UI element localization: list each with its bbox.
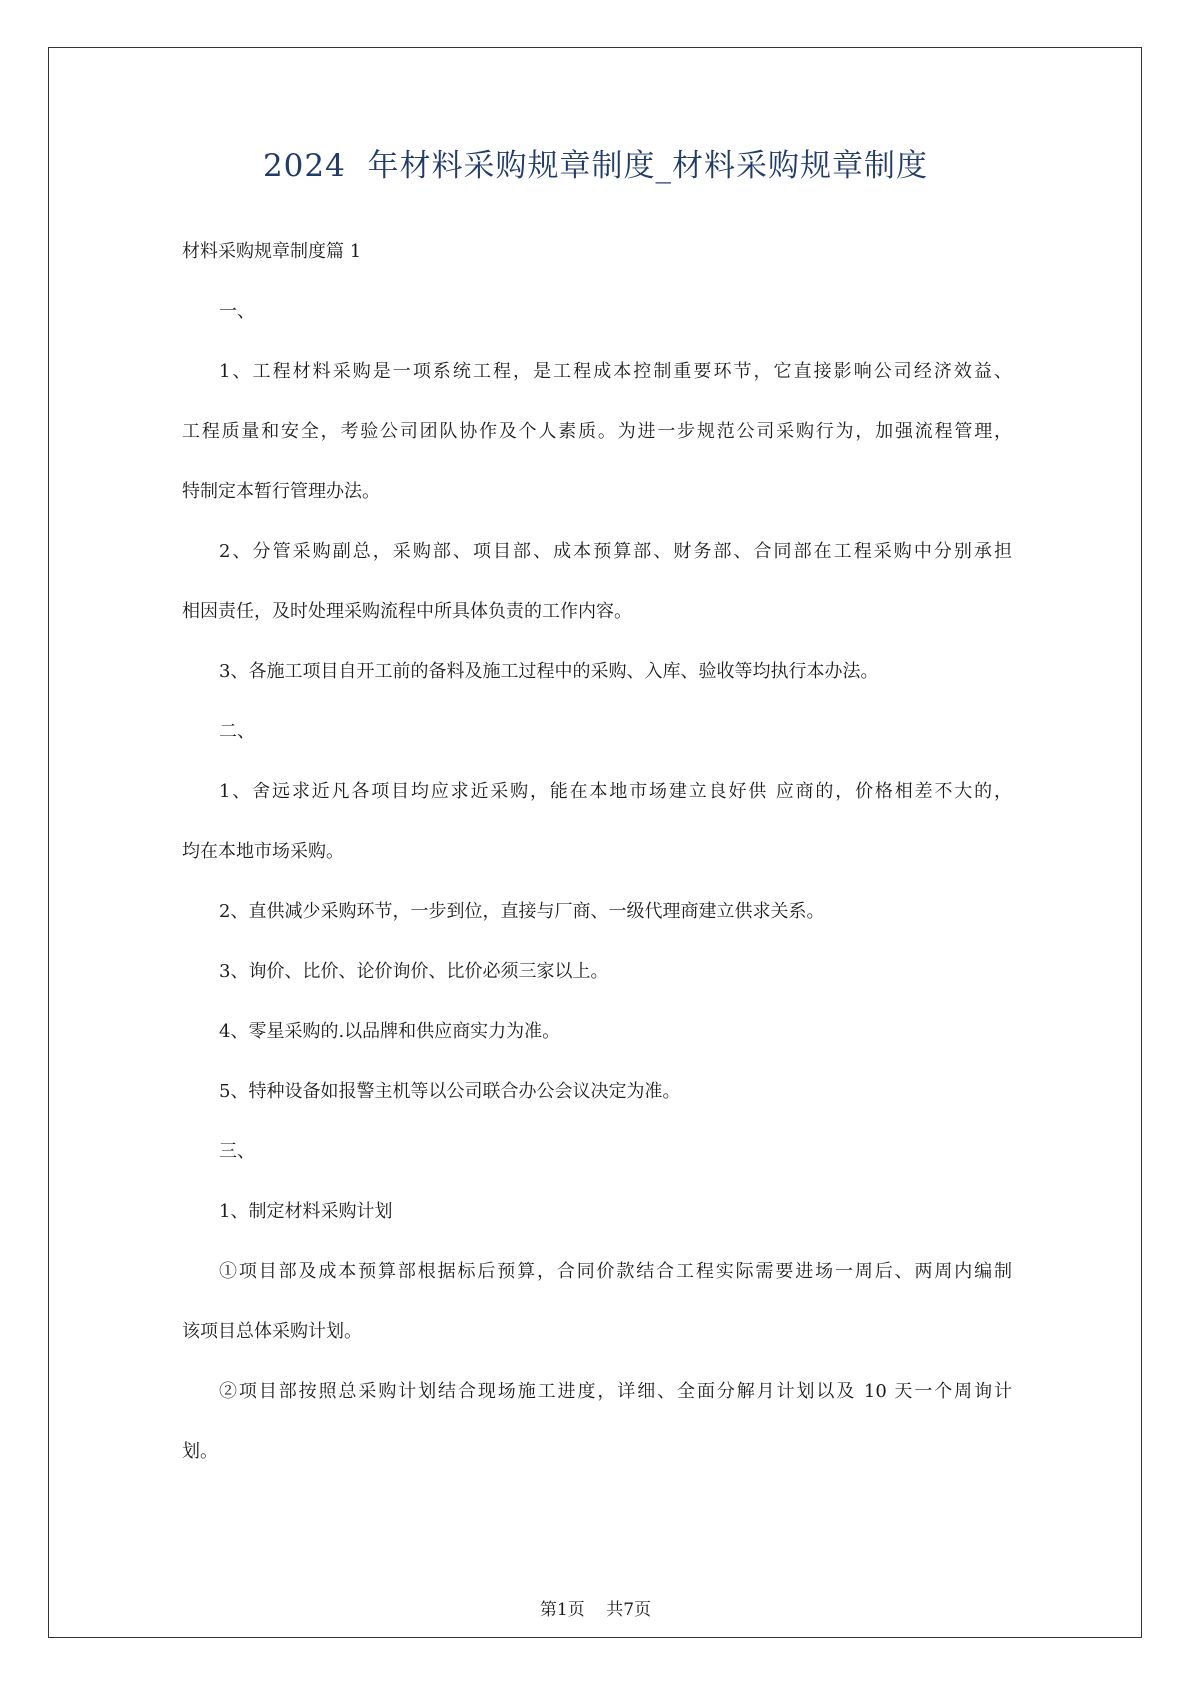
paragraph-line: 3、询价、比价、论价询价、比价必须三家以上。	[219, 961, 609, 982]
paragraph-line: 1、舍远求近凡各项目均应求近采购，能在本地市场建立良好供 应商的，价格相差不大的，	[219, 781, 1012, 802]
paragraph-line: 5、特种设备如报警主机等以公司联合办公会议决定为准。	[219, 1081, 681, 1102]
paragraph-line: 2、分管采购副总，采购部、项目部、成本预算部、财务部、合同部在工程采购中分别承担	[219, 541, 1012, 562]
paragraph-line: 4、零星采购的.以品牌和供应商实力为准。	[219, 1021, 561, 1042]
document-title: 2024 年材料采购规章制度_材料采购规章制度	[262, 148, 929, 184]
paragraph-line: 1、工程材料采购是一项系统工程，是工程成本控制重要环节，它直接影响公司经济效益、	[219, 361, 1012, 382]
paragraph-line: 相因责任，及时处理采购流程中所具体负责的工作内容。	[182, 601, 632, 622]
paragraph-line: 划。	[182, 1441, 218, 1462]
page-number: 第1页 共7页	[539, 1600, 652, 1620]
paragraph-line: 1、制定材料采购计划	[219, 1201, 393, 1222]
paragraph-line: ②项目部按照总采购计划结合现场施工进度，详细、全面分解月计划以及 10 天一个周询计	[219, 1381, 1012, 1402]
paragraph-line: 均在本地市场采购。	[182, 841, 344, 862]
paragraph-line: 该项目总体采购计划。	[182, 1321, 362, 1342]
paragraph-line: 3、各施工项目自开工前的备料及施工过程中的采购、入库、验收等均执行本办法。	[219, 661, 879, 682]
paragraph-line: 二、	[219, 721, 255, 742]
paragraph-line: 特制定本暂行管理办法。	[182, 481, 380, 502]
paragraph-line: 三、	[219, 1141, 255, 1162]
section-heading: 材料采购规章制度篇 1	[182, 241, 362, 262]
paragraph-line: ①项目部及成本预算部根据标后预算，合同价款结合工程实际需要进场一周后、两周内编制	[219, 1261, 1012, 1282]
paragraph-line: 一、	[219, 301, 255, 322]
paragraph-line: 2、直供减少采购环节，一步到位，直接与厂商、一级代理商建立供求关系。	[219, 901, 825, 922]
paragraph-line: 工程质量和安全，考验公司团队协作及个人素质。为进一步规范公司采购行为，加强流程管理，	[182, 421, 1012, 442]
